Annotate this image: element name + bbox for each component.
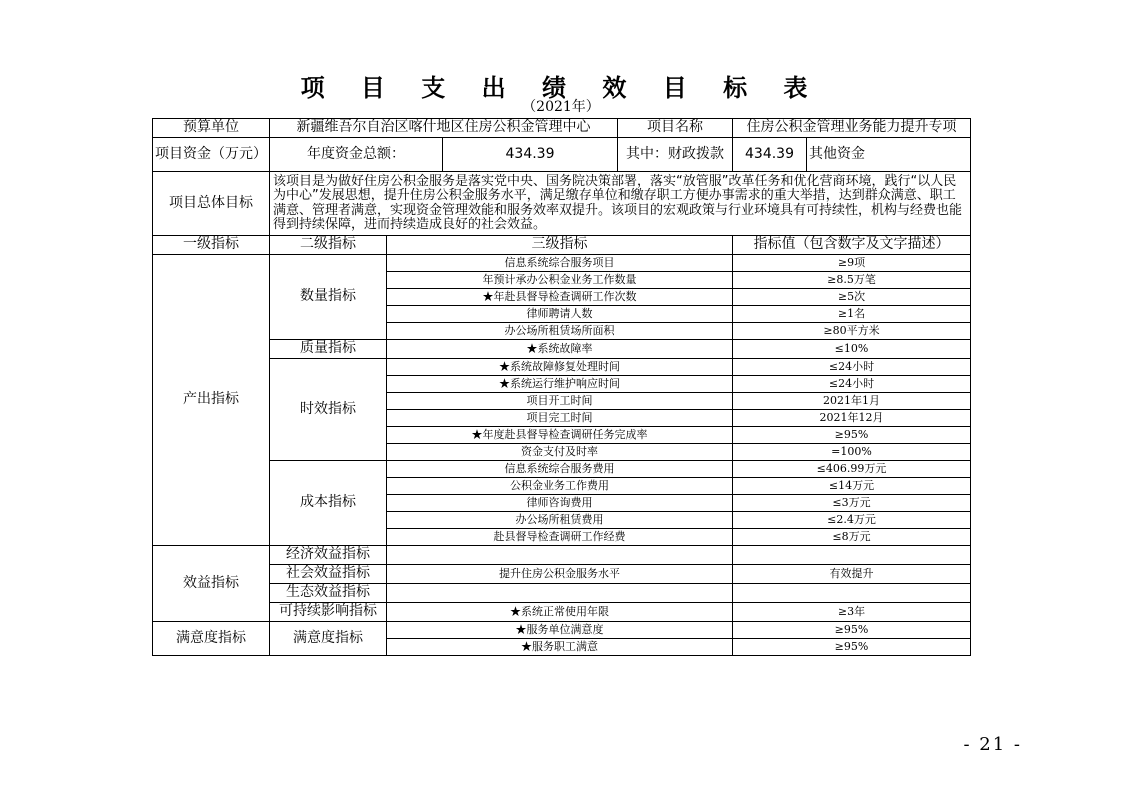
overall-goal-text: 该项目是为做好住房公积金服务是落实党中央、国务院决策部署，落实“放管服”改革任务和优化营商环境，践行“以人民为中心”发展思想，提升住房公积金服务水平，满足缴存单位和缴存职工方便办事需求的重大举措，达到群众满意、职工满意、管理者满意，实现资金管理效能和服务效率双提升。该项目的宏观政策与行业环境具有可持续性，机构与经费也能得到持续保障，进而持续造成良好的社会效益。 <box>270 172 971 236</box>
indicator-value: 有效提升 <box>733 565 971 584</box>
level3-indicator: 项目开工时间 <box>387 393 733 410</box>
indicator-value: ≤3万元 <box>733 495 971 512</box>
indicator-value: ≤24小时 <box>733 359 971 376</box>
indicator-value: 2021年1月 <box>733 393 971 410</box>
column-header-level1: 一级指标 <box>153 236 270 255</box>
budget-unit-value: 新疆维吾尔自治区喀什地区住房公积金管理中心 <box>270 119 618 138</box>
indicator-row <box>153 255 971 272</box>
annual-total-label: 年度资金总额： <box>270 138 443 172</box>
indicator-value <box>733 584 971 603</box>
indicator-value: ≤10% <box>733 340 971 359</box>
level3-indicator: 律师咨询费用 <box>387 495 733 512</box>
level2-indicator: 社会效益指标 <box>270 565 387 584</box>
level1-indicator: 产出指标 <box>153 255 270 546</box>
indicator-value: ≥95% <box>733 427 971 444</box>
level3-indicator: 提升住房公积金服务水平 <box>387 565 733 584</box>
indicator-value: ≤24小时 <box>733 376 971 393</box>
level3-indicator: ★服务职工满意 <box>387 639 733 656</box>
level2-indicator: 时效指标 <box>270 359 387 461</box>
indicator-row <box>153 359 971 376</box>
level3-indicator: 资金支付及时率 <box>387 444 733 461</box>
level3-indicator: ★系统故障修复处理时间 <box>387 359 733 376</box>
level3-indicator: 信息系统综合服务项目 <box>387 255 733 272</box>
indicator-row <box>153 340 971 359</box>
indicator-value: ≥8.5万笔 <box>733 272 971 289</box>
page-number: - 21 - <box>963 734 1022 755</box>
indicator-row <box>153 546 971 565</box>
level2-indicator: 生态效益指标 <box>270 584 387 603</box>
annual-total-value: 434.39 <box>443 138 618 172</box>
level3-indicator: 办公场所租赁场所面积 <box>387 323 733 340</box>
level3-indicator: 项目完工时间 <box>387 410 733 427</box>
indicator-row <box>153 622 971 639</box>
fiscal-allocation-value: 434.39 <box>733 138 807 172</box>
overall-goal-label: 项目总体目标 <box>153 172 270 236</box>
indicator-value: ≥5次 <box>733 289 971 306</box>
level1-indicator: 效益指标 <box>153 546 270 622</box>
column-header-value: 指标值（包含数字及文字描述） <box>733 236 971 255</box>
level2-indicator: 可持续影响指标 <box>270 603 387 622</box>
indicator-value: ≥95% <box>733 622 971 639</box>
other-funds-cell <box>807 138 971 172</box>
level3-indicator: ★年度赴县督导检查调研任务完成率 <box>387 427 733 444</box>
indicator-row <box>153 565 971 584</box>
level3-indicator: 年预计承办公积金业务工作数量 <box>387 272 733 289</box>
level3-indicator: 赴县督导检查调研工作经费 <box>387 529 733 546</box>
level3-indicator: ★系统故障率 <box>387 340 733 359</box>
document-year: （2021年） <box>522 99 600 115</box>
level2-indicator: 数量指标 <box>270 255 387 340</box>
level3-indicator: ★系统正常使用年限 <box>387 603 733 622</box>
level3-indicator: 办公场所租赁费用 <box>387 512 733 529</box>
level3-indicator: ★服务单位满意度 <box>387 622 733 639</box>
level1-indicator: 满意度指标 <box>153 622 270 656</box>
level3-indicator: ★年赴县督导检查调研工作次数 <box>387 289 733 306</box>
indicator-value: =100% <box>733 444 971 461</box>
level2-indicator: 经济效益指标 <box>270 546 387 565</box>
indicator-row <box>153 584 971 603</box>
indicator-value: 2021年12月 <box>733 410 971 427</box>
indicator-value <box>733 546 971 565</box>
project-funds-label: 项目资金（万元） <box>153 138 270 172</box>
indicator-value: ≥1名 <box>733 306 971 323</box>
level3-indicator: ★系统运行维护响应时间 <box>387 376 733 393</box>
other-funds-label: 其他资金 <box>809 145 865 162</box>
indicator-value: ≤14万元 <box>733 478 971 495</box>
level3-indicator <box>387 546 733 565</box>
indicator-value: ≤2.4万元 <box>733 512 971 529</box>
performance-goal-table <box>152 118 971 656</box>
level2-indicator: 质量指标 <box>270 340 387 359</box>
indicator-value: ≥9项 <box>733 255 971 272</box>
indicator-row <box>153 603 971 622</box>
level3-indicator: 律师聘请人数 <box>387 306 733 323</box>
indicator-value: ≤406.99万元 <box>733 461 971 478</box>
column-header-level3: 三级指标 <box>387 236 733 255</box>
indicator-value: ≥95% <box>733 639 971 656</box>
level3-indicator: 公积金业务工作费用 <box>387 478 733 495</box>
project-name-value: 住房公积金管理业务能力提升专项 <box>733 119 971 138</box>
column-header-level2: 二级指标 <box>270 236 387 255</box>
indicator-value: ≤8万元 <box>733 529 971 546</box>
level2-indicator: 满意度指标 <box>270 622 387 656</box>
indicator-row <box>153 461 971 478</box>
project-name-label: 项目名称 <box>618 119 733 138</box>
document-title: 项 目 支 出 绩 效 目 标 表 <box>300 73 822 102</box>
budget-unit-label: 预算单位 <box>153 119 270 138</box>
indicator-value: ≥80平方米 <box>733 323 971 340</box>
fiscal-allocation-label: 其中：财政拨款 <box>618 138 733 172</box>
level3-indicator: 信息系统综合服务费用 <box>387 461 733 478</box>
indicator-value: ≥3年 <box>733 603 971 622</box>
level3-indicator <box>387 584 733 603</box>
level2-indicator: 成本指标 <box>270 461 387 546</box>
